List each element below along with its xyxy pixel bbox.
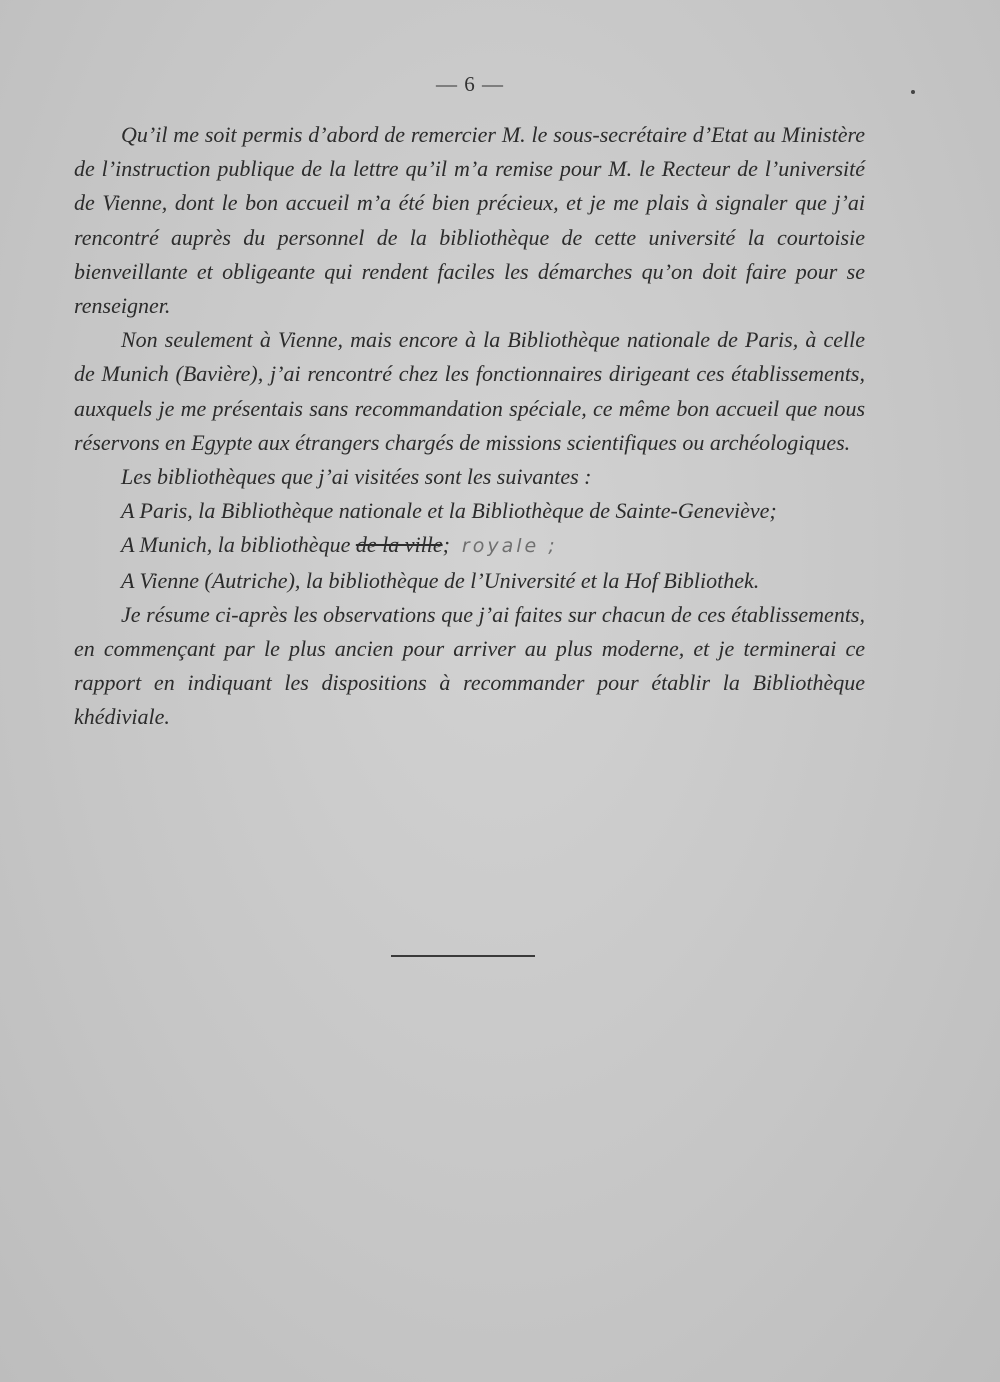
paragraph-munich	[74, 528, 865, 563]
body-text	[74, 118, 865, 735]
paragraph-acknowledgement: Qu’il me soit permis d’abord de remercier M. le sous-secrétaire d’Etat au Ministère de l’instruction publique de la lettre qu’il m’a remise pour M. le Recteur de l’université de Vienne, dont le bon accueil m’a été bien précieux, et je me plais à signaler que j’ai rencontré auprès du personnel de la bibliothèque de cette université la courtoisie bienveillante et obligeante qui rendent faciles les démarches qu’on doit faire pour se renseigner.	[74, 122, 865, 319]
struck-through-text: de la ville	[355, 532, 443, 558]
munich-punctuation: ;	[442, 532, 450, 558]
handwritten-correction: royale ;	[461, 535, 558, 558]
paragraph-reception: Non seulement à Vienne, mais encore à la Bibliothèque nationale de Paris, à celle de Munich (Bavière), j’ai rencontré chez les fonctionnaires dirigeant ces établissements, auxquels je me présentais sans recommandation spéciale, ce même bon accueil que nous réservons en Egypte aux étrangers chargés de missions scientifiques ou archéologiques.	[74, 327, 865, 455]
paragraph-vienna: A Vienne (Autriche), la bibliothèque de l’Université et la Hof Bibliothek.	[121, 567, 760, 593]
munich-text: A Munich, la bibliothèque	[121, 532, 356, 558]
paragraph-libraries-intro: Les bibliothèques que j’ai visitées sont les suivantes :	[121, 464, 592, 490]
paragraph-summary: Je résume ci-après les observations que j’ai faites sur chacun de ces établissements, en commençant par le plus ancien pour arriver au plus moderne, et je terminerai ce rapport en indiquant les dispositions à recommander pour établir la Bibliothèque khédiviale.	[74, 601, 865, 730]
page-number: — 6 —	[436, 72, 504, 96]
paragraph-paris: A Paris, la Bibliothèque nationale et la Bibliothèque de Sainte-Geneviève;	[121, 498, 777, 524]
end-rule	[391, 955, 535, 957]
